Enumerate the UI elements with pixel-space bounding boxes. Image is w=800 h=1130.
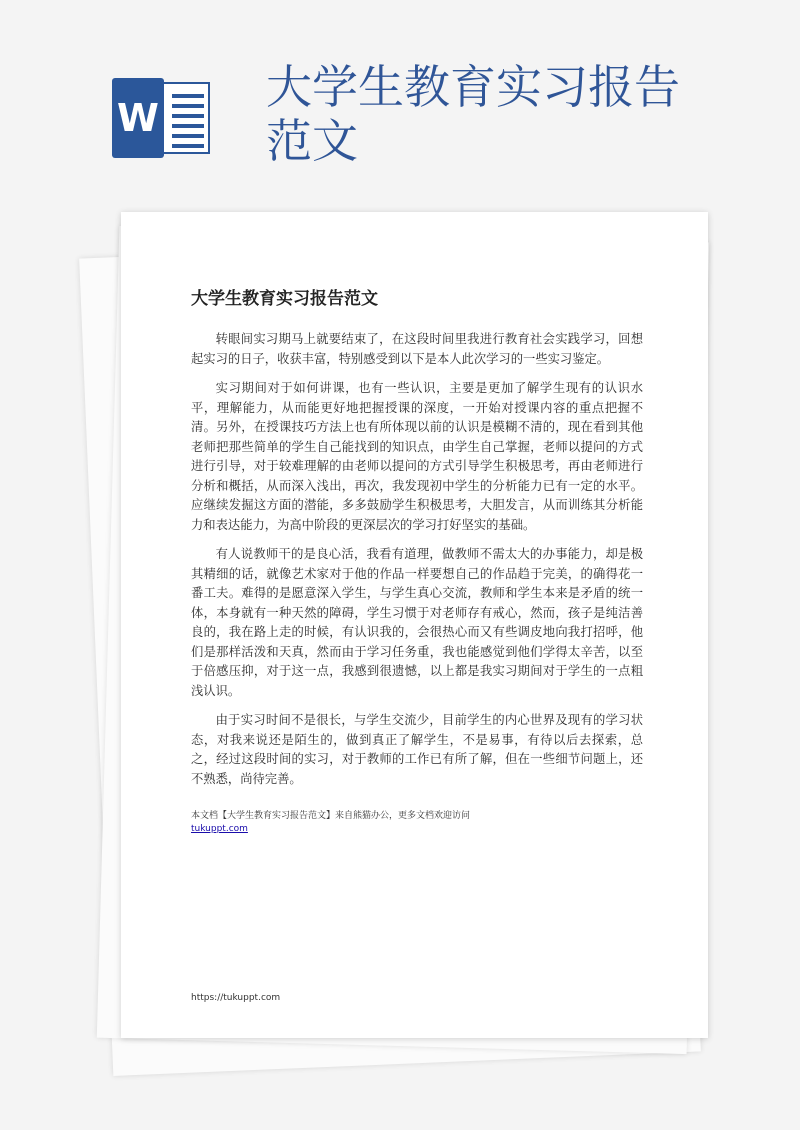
paragraph-1: 转眼间实习期马上就要结束了，在这段时间里我进行教育社会实践学习，回想起实习的日子，收获丰富，特别感受到以下是本人此次学习的一些实习鉴定。	[191, 332, 643, 366]
paragraph-3: 有人说教师干的是良心活，我看有道理，做教师不需太大的办事能力，却是极其精细的话，就像艺术家对于他的作品一样要想自己的作品趋于完美，的确得花一番工夫。难得的是愿意深入学生，与学生真心交流，教师和学生本来是矛盾的统一体，本身就有一种天然的障碍，学生习惯于对老师存有戒心，然而，孩子是纯洁善良的，我在路上走的时候，有认识我的，会很热心而又有些调皮地向我打招呼，他们是那样活泼和天真，然而由于学习任务重，我也能感觉到他们学得太辛苦，以至于倍感压抑，对于这一点，我感到很遗憾，以上都是我实习期间对于学生的一点粗浅认识。	[191, 547, 643, 698]
document-title: 大学生教育实习报告范文	[191, 289, 378, 309]
word-w-badge: W	[112, 78, 164, 158]
paragraph-2: 实习期间对于如何讲课，也有一些认识，主要是更加了解学生现有的认识水平，理解能力，从而能更好地把握授课的深度，一开始对授课内容的重点把握不清。另外，在授课技巧方法上也有所体现以前的认识是模糊不清的，现在看到其他老师把那些简单的学生自己能找到的知识点，由学生自己掌握，老师以提问的方式进行引导，对于较难理解的由老师以提问的方式引导学生积极思考，再由老师进行分析和概括，从而深入浅出，再次，我发现初中学生的分析能力已有一定的水平。应继续发掘这方面的潜能，多多鼓励学生积极思考，大胆发言，从而训练其分析能力和表达能力，为高中阶段的更深层次的学习打好坚实的基础。	[191, 381, 643, 532]
source-note	[191, 810, 651, 836]
page-title: 大学生教育实习报告范文	[266, 60, 680, 168]
document-body	[191, 330, 643, 799]
footer-url: https://tukuppt.com	[191, 993, 281, 1003]
source-link[interactable]: tukuppt.com	[191, 824, 248, 834]
source-note-text: 本文档【大学生教育实习报告范文】来自熊猫办公，更多文档欢迎访问	[191, 811, 471, 821]
paragraph-4: 由于实习时间不是很长，与学生交流少，目前学生的内心世界及现有的学习状态，对我来说还是陌生的，做到真正了解学生，不是易事，有待以后去探索，总之，经过这段时间的实习，对于教师的工作已有所了解，但在一些细节问题上，还不熟悉，尚待完善。	[191, 713, 643, 786]
document-page	[121, 212, 708, 1038]
word-doc-icon	[112, 78, 214, 158]
